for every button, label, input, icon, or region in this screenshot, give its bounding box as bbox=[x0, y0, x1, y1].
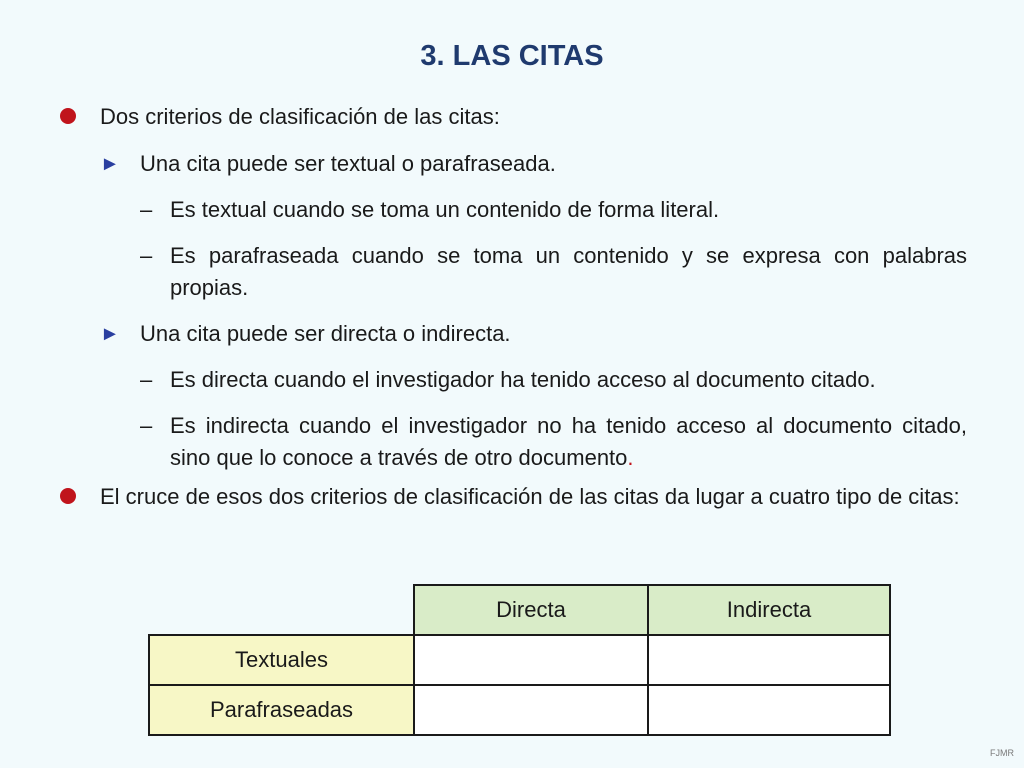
slide-title: 3. LAS CITAS bbox=[420, 40, 604, 72]
dash-item-indirecta bbox=[57, 410, 967, 474]
red-bullet-icon bbox=[60, 488, 76, 504]
bullet-criteria bbox=[57, 100, 967, 134]
dash-item-directa-text: Es directa cuando el investigador ha tenido acceso al documento citado. bbox=[170, 367, 876, 392]
arrow-right-icon: ► bbox=[100, 153, 120, 175]
dash-icon: – bbox=[140, 197, 153, 222]
sub-bullet-directa-text: Una cita puede ser directa o indirecta. bbox=[140, 321, 511, 346]
table-cell bbox=[648, 635, 890, 685]
table-corner-cell bbox=[149, 585, 414, 635]
column-header-indirecta: Indirecta bbox=[648, 585, 890, 635]
sub-bullet-directa bbox=[57, 318, 967, 350]
dash-icon: – bbox=[140, 243, 153, 268]
dash-item-textual-text: Es textual cuando se toma un contenido de forma literal. bbox=[170, 197, 720, 222]
dash-item-parafraseada-text: Es parafraseada cuando se toma un contenido y se expresa con palabras propias. bbox=[170, 243, 967, 300]
table-cell bbox=[414, 635, 648, 685]
table-header-row bbox=[149, 585, 890, 635]
footer-initials: FJMR bbox=[990, 748, 1014, 758]
bullet-cruce bbox=[57, 480, 967, 514]
table-row bbox=[149, 685, 890, 735]
dash-icon: – bbox=[140, 367, 153, 392]
dash-icon: – bbox=[140, 413, 153, 438]
bullet-criteria-text: Dos criterios de clasificación de las citas: bbox=[100, 104, 500, 129]
dash-item-indirecta-text: Es indirecta cuando el investigador no ha tenido acceso al documento citado, sino que lo conoce a través de otro documento bbox=[170, 413, 967, 470]
dash-item-parafraseada bbox=[57, 240, 967, 304]
slide-content bbox=[57, 100, 967, 514]
citas-table bbox=[148, 584, 891, 736]
dash-item-directa bbox=[57, 364, 967, 396]
row-header-textuales: Textuales bbox=[149, 635, 414, 685]
table-cell bbox=[414, 685, 648, 735]
column-header-directa: Directa bbox=[414, 585, 648, 635]
row-header-parafraseadas: Parafraseadas bbox=[149, 685, 414, 735]
bullet-cruce-text: El cruce de esos dos criterios de clasificación de las citas da lugar a cuatro tipo de citas: bbox=[100, 484, 960, 509]
red-period: . bbox=[627, 445, 634, 470]
table-row bbox=[149, 635, 890, 685]
arrow-right-icon: ► bbox=[100, 323, 120, 345]
dash-item-textual bbox=[57, 194, 967, 226]
sub-bullet-textual bbox=[57, 148, 967, 180]
red-bullet-icon bbox=[60, 108, 76, 124]
sub-bullet-textual-text: Una cita puede ser textual o parafraseada. bbox=[140, 151, 556, 176]
table-cell bbox=[648, 685, 890, 735]
